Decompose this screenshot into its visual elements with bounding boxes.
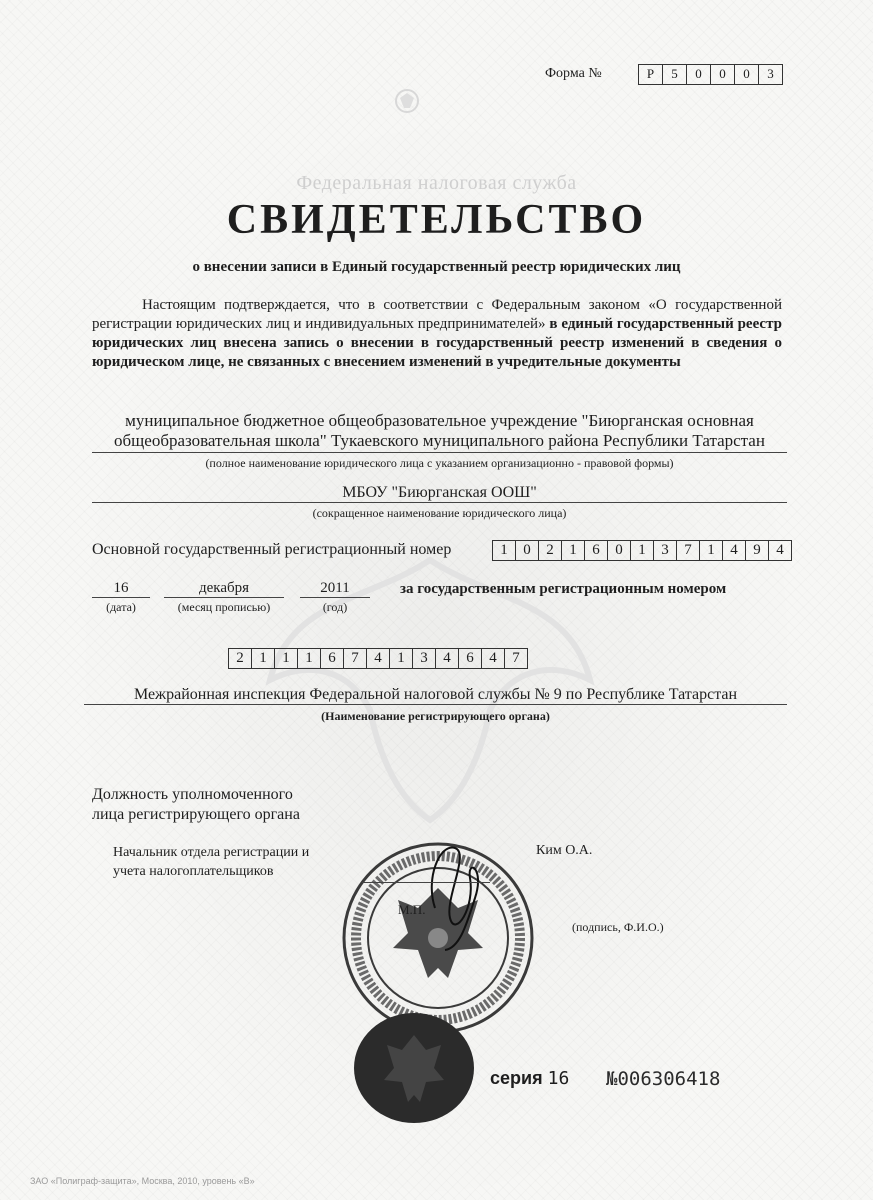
official-position-line: учета налогоплательщиков <box>113 864 274 879</box>
document-subtitle: о внесении записи в Единый государственный реестр юридических лиц <box>192 259 681 275</box>
entity-short-name: МБОУ "Биюрганская ООШ" <box>92 484 787 503</box>
ogrn-digit: 6 <box>585 540 608 561</box>
grn-digit: 1 <box>275 648 298 669</box>
official-position-label-line: Должность уполномоченного <box>92 786 293 803</box>
ogrn-digit: 3 <box>654 540 677 561</box>
registration-authority-caption: (Наименование регистрирующего органа) <box>321 709 550 723</box>
signature-line <box>362 882 490 883</box>
ogrn-label: Основной государственный регистрационный номер <box>92 541 452 558</box>
date-day: 16 <box>92 580 150 598</box>
grn-boxes <box>228 648 528 669</box>
form-number-label: Форма № <box>545 66 602 81</box>
ogrn-digit: 9 <box>746 540 769 561</box>
date-month: декабря <box>164 580 284 598</box>
agency-name: Федеральная налоговая служба <box>296 172 577 194</box>
registration-authority: Межрайонная инспекция Федеральной налоговой службы № 9 по Республике Татарстан <box>84 686 787 705</box>
hologram-seal-icon <box>352 1010 477 1125</box>
grn-digit: 1 <box>298 648 321 669</box>
grn-digit: 6 <box>459 648 482 669</box>
form-code-cell: 0 <box>735 64 759 85</box>
ogrn-digit: 7 <box>677 540 700 561</box>
grn-digit: 7 <box>344 648 367 669</box>
grn-digit: 6 <box>321 648 344 669</box>
ogrn-digit: 4 <box>723 540 746 561</box>
grn-digit: 4 <box>367 648 390 669</box>
grn-digit: 2 <box>229 648 252 669</box>
form-number-boxes <box>638 64 783 85</box>
form-code-cell: 0 <box>687 64 711 85</box>
ogrn-digit: 1 <box>631 540 654 561</box>
date-day-caption: (дата) <box>106 600 136 614</box>
grn-digit: 3 <box>413 648 436 669</box>
certification-text <box>92 296 782 372</box>
registration-number-label: за государственным регистрационным номером <box>400 581 727 597</box>
signature-caption: (подпись, Ф.И.О.) <box>572 920 664 934</box>
emblem-watermark-icon <box>392 86 422 116</box>
grn-digit: 4 <box>482 648 505 669</box>
series-code: 16 <box>547 1068 570 1089</box>
ogrn-boxes <box>492 540 792 561</box>
entity-short-name-caption: (сокращенное наименование юридического лица) <box>312 506 567 520</box>
ogrn-digit: 0 <box>608 540 631 561</box>
grn-digit: 1 <box>252 648 275 669</box>
date-year-caption: (год) <box>322 600 348 614</box>
date-year: 2011 <box>300 580 370 598</box>
ogrn-digit: 0 <box>516 540 539 561</box>
certification-text-bold: в единый государственный реестр юридических лиц внесена запись о внесении в государственный реестр изменений в сведения о юридическом лице, не связанных с внесением изменений в учредительные документы <box>92 316 782 370</box>
ogrn-digit: 1 <box>493 540 516 561</box>
official-position-line: Начальник отдела регистрации и <box>113 845 310 860</box>
ogrn-digit: 1 <box>700 540 723 561</box>
form-code-cell: 0 <box>711 64 735 85</box>
grn-digit: 7 <box>505 648 528 669</box>
form-code-cell: 3 <box>759 64 783 85</box>
ogrn-digit: 1 <box>562 540 585 561</box>
entity-full-name: муниципальное бюджетное общеобразовательное учреждение "Биюрганская основная общеобразовательная школа" Тукаевского муниципального района Республики Татарстан <box>92 411 787 453</box>
series-label-text: серия <box>490 1068 543 1088</box>
seal-place-label: М.П. <box>398 902 426 917</box>
form-code-cell: Р <box>639 64 663 85</box>
entity-full-name-caption: (полное наименование юридического лица с указанием организационно - правовой формы) <box>205 456 674 470</box>
grn-digit: 1 <box>390 648 413 669</box>
official-position-label <box>92 785 300 825</box>
signature-icon <box>415 838 495 958</box>
official-position <box>113 843 309 881</box>
certification-text-plain: Настоящим подтверждается, что в соответствии с Федеральным законом «О государственной регистрации юридических лиц и индивидуальных предпринимателей» <box>92 297 782 332</box>
official-position-label-line: лица регистрирующего органа <box>92 806 300 823</box>
form-code-cell: 5 <box>663 64 687 85</box>
series-label <box>490 1068 569 1089</box>
ogrn-digit: 4 <box>769 540 792 561</box>
ogrn-digit: 2 <box>539 540 562 561</box>
signer-name: Ким О.А. <box>536 843 593 858</box>
date-month-caption: (месяц прописью) <box>177 600 271 614</box>
printer-imprint: ЗАО «Полиграф-защита», Москва, 2010, уровень «В» <box>30 1176 255 1186</box>
document-title: СВИДЕТЕЛЬСТВО <box>226 197 647 243</box>
grn-digit: 4 <box>436 648 459 669</box>
serial-number: №006306418 <box>606 1068 721 1090</box>
